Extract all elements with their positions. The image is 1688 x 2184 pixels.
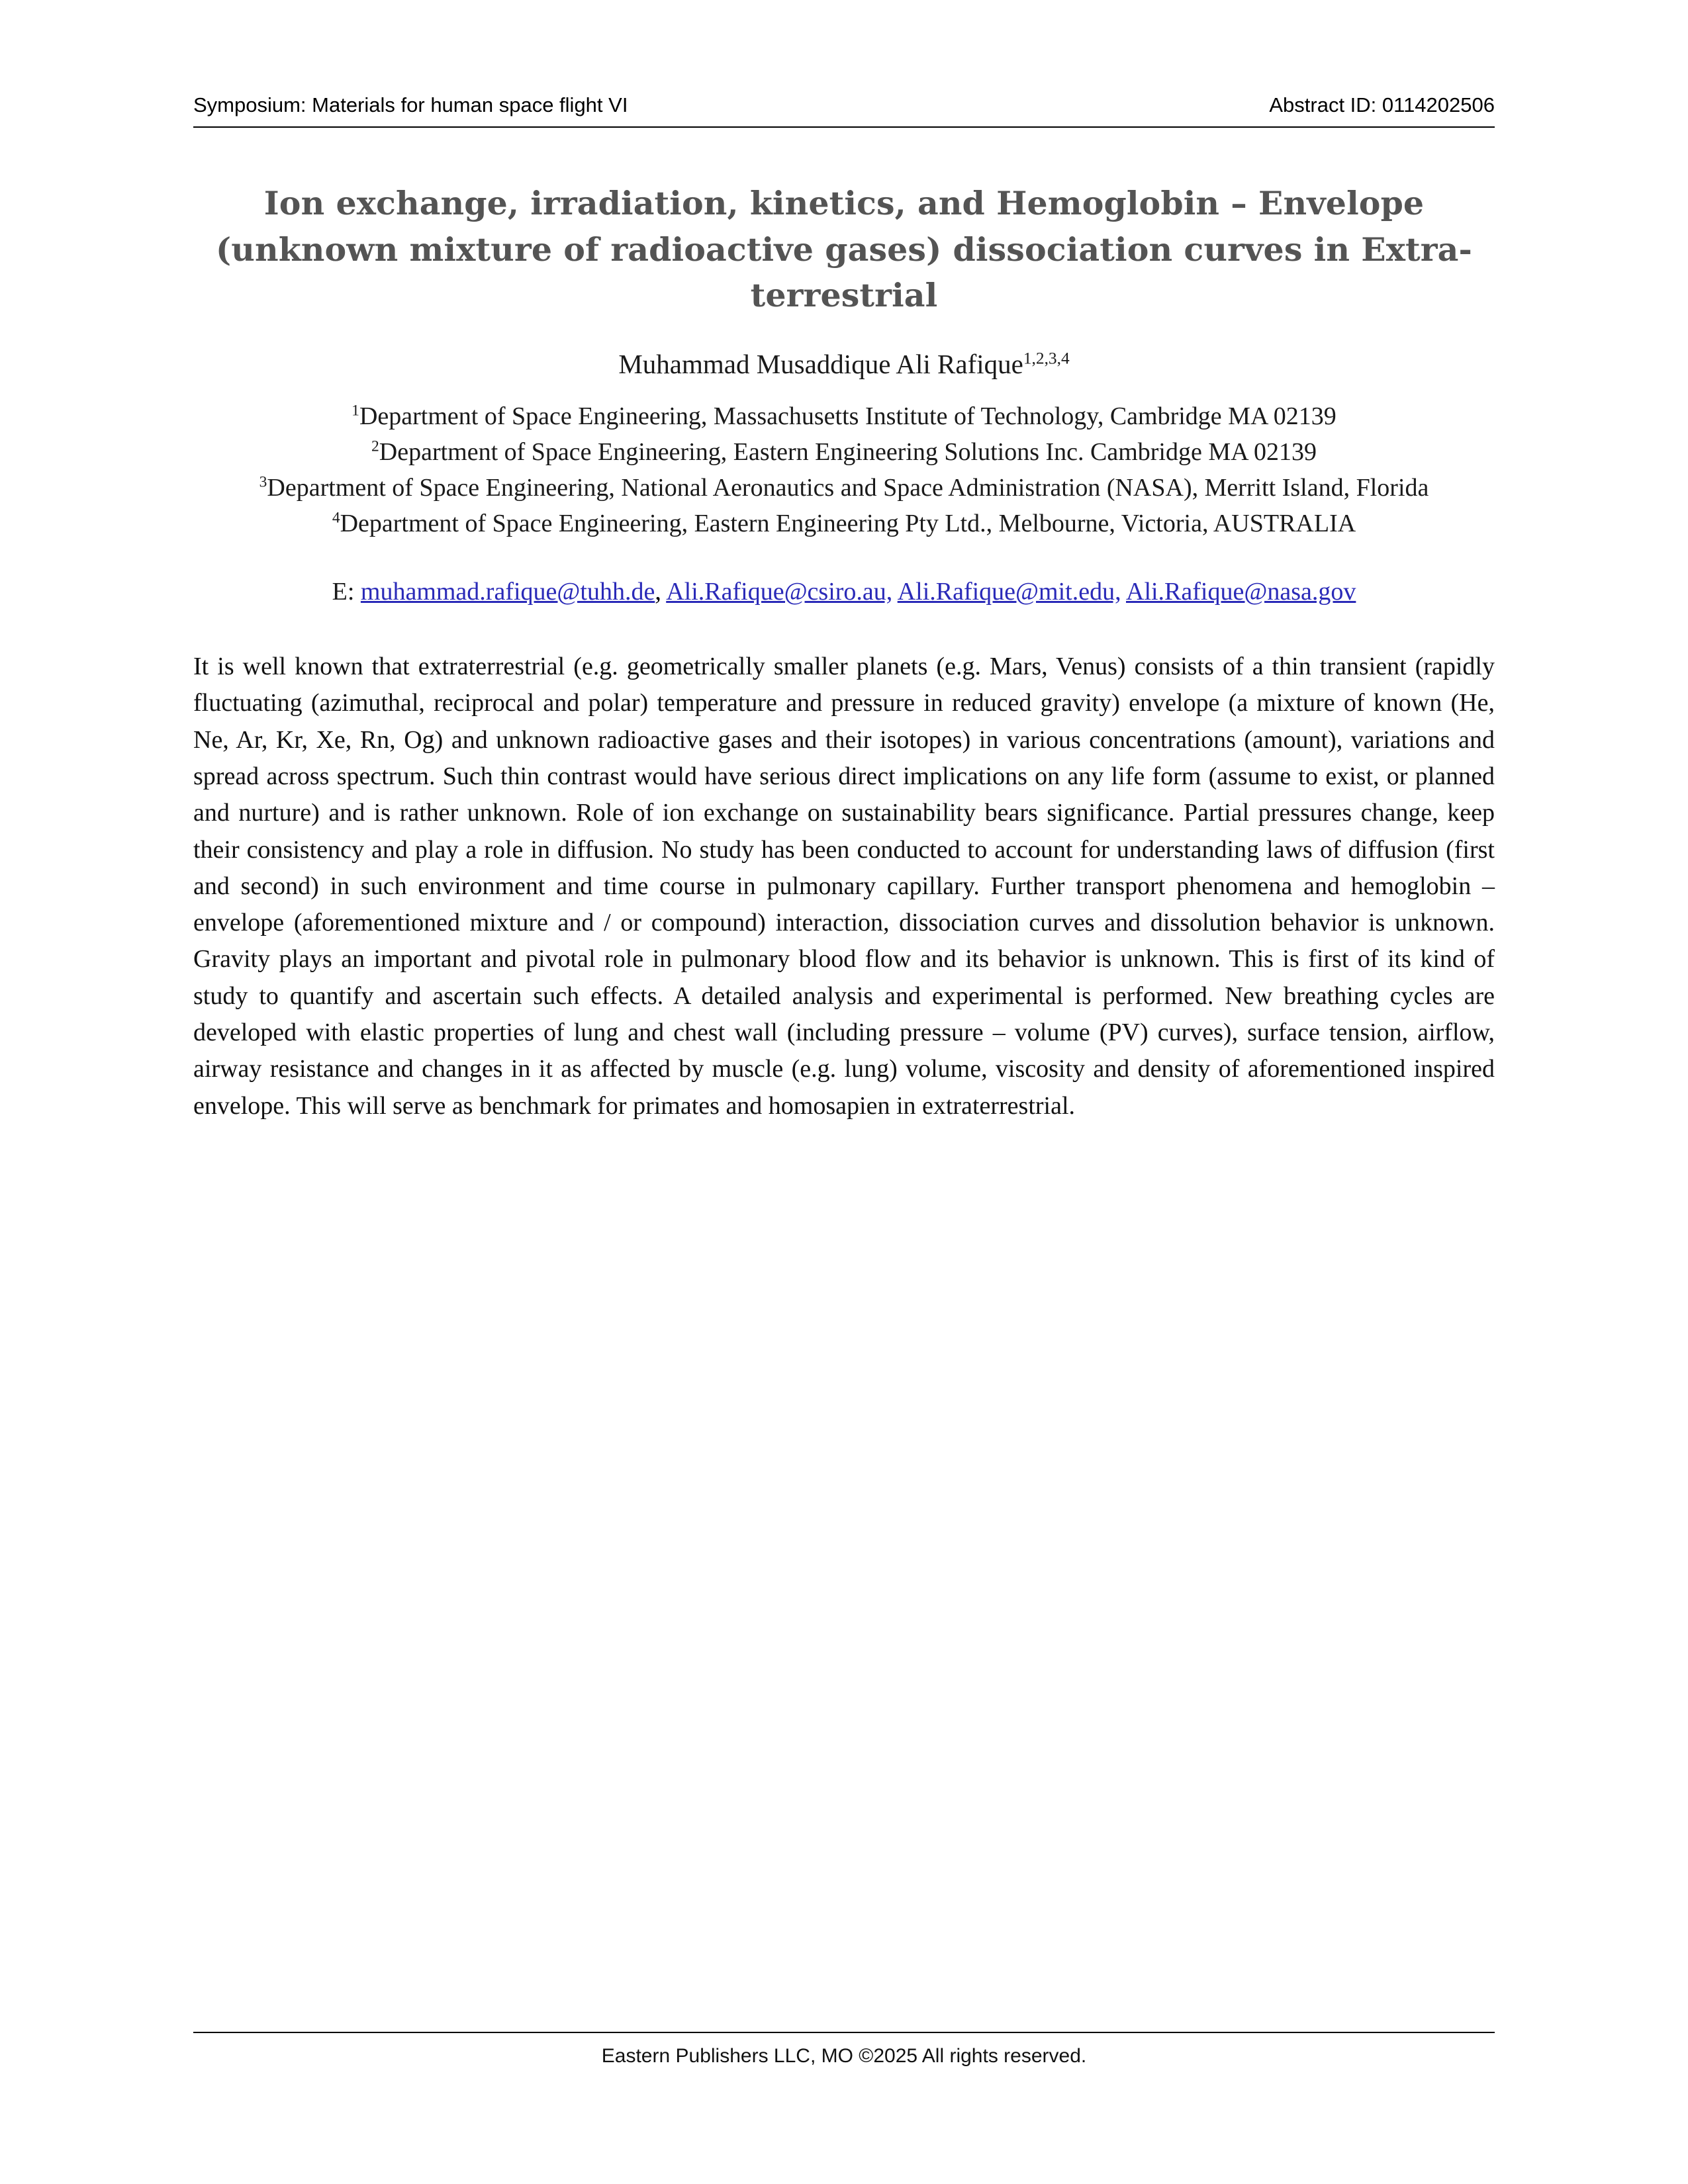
page-content xyxy=(193,0,1495,1124)
affiliation-item xyxy=(193,506,1495,542)
email-link[interactable]: Ali.Rafique@nasa.gov xyxy=(1126,578,1356,606)
author-name: Muhammad Musaddique Ali Rafique xyxy=(618,348,1023,379)
author-line xyxy=(193,347,1495,382)
affiliation-mark: 2 xyxy=(371,437,379,455)
email-separator: , xyxy=(655,578,667,606)
affiliation-text: Department of Space Engineering, Eastern Engineering Pty Ltd., Melbourne, Victoria, AUSTRALIA xyxy=(340,510,1356,538)
page-footer xyxy=(193,2032,1495,2068)
affiliation-text: Department of Space Engineering, Massachusetts Institute of Technology, Cambridge MA 02139 xyxy=(359,402,1336,431)
affiliation-mark: 3 xyxy=(259,473,267,491)
page-title: Ion exchange, irradiation, kinetics, and Hemoglobin – Envelope (unknown mixture of radioactive gases) dissociation curves in Extra-terrestrial xyxy=(216,184,1472,315)
author-affiliation-marks: 1,2,3,4 xyxy=(1023,349,1070,368)
affiliation-item xyxy=(193,435,1495,471)
footer-copyright: Eastern Publishers LLC, MO ©2025 All rights reserved. xyxy=(601,2045,1087,2067)
affiliation-mark: 4 xyxy=(332,509,340,527)
affiliation-text: Department of Space Engineering, National Aeronautics and Space Administration (NASA), Merritt Island, Florida xyxy=(267,474,1429,502)
email-line xyxy=(193,574,1495,610)
affiliation-text: Department of Space Engineering, Eastern Engineering Solutions Inc. Cambridge MA 02139 xyxy=(379,438,1317,467)
affiliation-mark: 1 xyxy=(352,402,359,420)
header-abstract-id: Abstract ID: 0114202506 xyxy=(1269,93,1495,116)
affiliation-list xyxy=(193,399,1495,542)
email-link[interactable]: muhammad.rafique@tuhh.de xyxy=(360,578,655,606)
header-symposium-title: Symposium: Materials for human space flight VI xyxy=(193,93,628,116)
email-label: E: xyxy=(332,578,361,606)
email-link[interactable]: Ali.Rafique@mit.edu, xyxy=(897,578,1121,606)
email-link[interactable]: Ali.Rafique@csiro.au, xyxy=(666,578,893,606)
affiliation-item xyxy=(193,471,1495,506)
running-header xyxy=(193,0,1495,128)
affiliation-item xyxy=(193,399,1495,435)
abstract-body: It is well known that extraterrestrial (e.g. geometrically smaller planets (e.g. Mars, Venus) consists of a thin transient (rapidly fluctuating (azimuthal, reciprocal and polar) temperature and pressure in reduced gravity) envelope (a mixture of known (He, Ne, Ar, Kr, Xe, Rn, Og) and unknown radioactive gases and their isotopes) in various concentrations (amount), variations and spread across spectrum. Such thin contrast would have serious direct implications on any life form (assume to exist, or planned and nurture) and is rather unknown. Role of ion exchange on sustainability bears significance. Partial pressures change, keep their consistency and play a role in diffusion. No study has been conducted to account for understanding laws of diffusion (first and second) in such environment and time course in pulmonary capillary. Further transport phenomena and hemoglobin – envelope (aforementioned mixture and / or compound) interaction, dissociation curves and dissolution behavior is unknown. Gravity plays an important and pivotal role in pulmonary blood flow and its behavior is unknown. This is first of its kind of study to quantify and ascertain such effects. A detailed analysis and experimental is performed. New breathing cycles are developed with elastic properties of lung and chest wall (including pressure – volume (PV) curves), surface tension, airflow, airway resistance and changes in it as affected by muscle (e.g. lung) volume, viscosity and density of aforementioned inspired envelope. This will serve as benchmark for primates and homosapien in extraterrestrial. xyxy=(193,653,1495,1120)
